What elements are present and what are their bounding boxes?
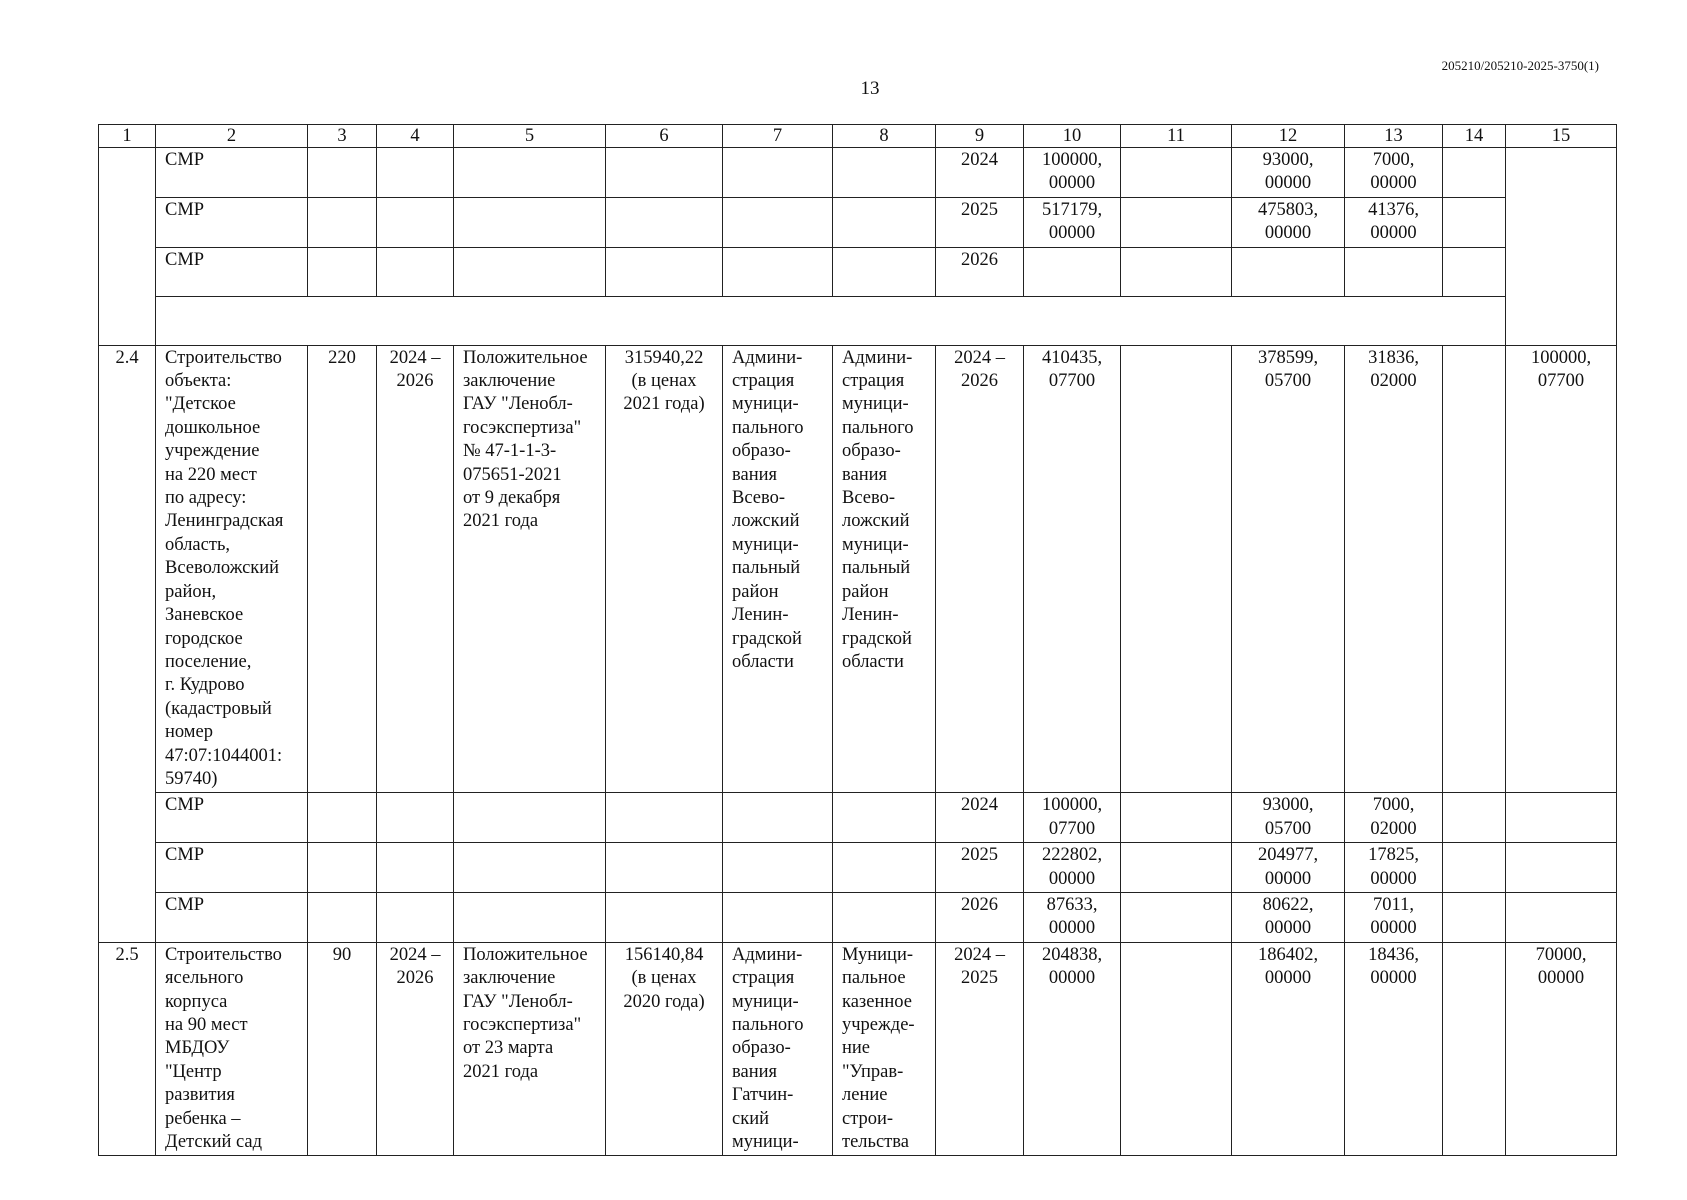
item-number-cell: [99, 148, 156, 346]
smr-year: 2024: [936, 793, 1024, 843]
smr-amount-regional: 80622, 00000: [1232, 892, 1345, 942]
column-header: 13: [1345, 125, 1443, 148]
expert-conclusion: Положительное заключение ГАУ "Ленобл- госэкспертиза" № 47-1-1-3- 075651-2021 от 9 декабря 2021 года: [454, 345, 606, 793]
item-number: 2.4: [99, 345, 156, 942]
object-name: Строительство ясельного корпуса на 90 мест МБДОУ "Центр развития ребенка – Детский сад: [156, 942, 308, 1156]
smr-amount-local: 17825, 00000: [1345, 843, 1443, 893]
column-header: 5: [454, 125, 606, 148]
customer: Админи- страция муници- пального образо- вания Всево- ложский муници- пальный район Ленин- градской области: [723, 345, 833, 793]
smr-label: СМР: [156, 843, 308, 893]
construction-period: 2024 – 2026: [377, 942, 454, 1156]
amount-total: 204838, 00000: [1024, 942, 1121, 1156]
column-header: 12: [1232, 125, 1345, 148]
builder: Админи- страция муници- пального образо- вания Всево- ложский муници- пальный район Ленин- градской области: [833, 345, 936, 793]
smr-amount-regional: 93000, 05700: [1232, 793, 1345, 843]
smr-amount-local: 41376, 00000: [1345, 197, 1443, 247]
table-row: [99, 843, 1617, 893]
smr-amount-total: 517179, 00000: [1024, 197, 1121, 247]
column-header: 2: [156, 125, 308, 148]
table-row: [99, 197, 1617, 247]
smr-amount-regional: 475803, 00000: [1232, 197, 1345, 247]
table-row: [99, 942, 1617, 1156]
amount-total: 410435, 07700: [1024, 345, 1121, 793]
column-header: 8: [833, 125, 936, 148]
column-header: 1: [99, 125, 156, 148]
smr-amount-total: 87633, 00000: [1024, 892, 1121, 942]
expert-conclusion: Положительное заключение ГАУ "Ленобл- госэкспертиза" от 23 марта 2021 года: [454, 942, 606, 1156]
header-row: [99, 125, 1617, 148]
smr-label: СМР: [156, 148, 308, 198]
financing-years: 2024 – 2026: [936, 345, 1024, 793]
smr-label: СМР: [156, 793, 308, 843]
smr-year: 2025: [936, 843, 1024, 893]
item-number: 2.5: [99, 942, 156, 1156]
customer: Админи- страция муници- пального образо- вания Гатчин- ский муници-: [723, 942, 833, 1156]
smr-amount-local: [1345, 247, 1443, 296]
smr-amount-total: 222802, 00000: [1024, 843, 1121, 893]
smr-year: 2024: [936, 148, 1024, 198]
document-id: 205210/205210-2025-3750(1): [1441, 58, 1599, 73]
column-header: 4: [377, 125, 454, 148]
smr-amount-regional: [1232, 247, 1345, 296]
smr-amount-total: 100000, 00000: [1024, 148, 1121, 198]
amount-column-15: 100000, 07700: [1506, 345, 1617, 793]
smr-amount-regional: 93000, 00000: [1232, 148, 1345, 198]
table-row: [99, 296, 1617, 345]
column-15-cell: [1506, 148, 1617, 346]
column-header: 14: [1443, 125, 1506, 148]
amount-regional: 186402, 00000: [1232, 942, 1345, 1156]
smr-year: 2026: [936, 892, 1024, 942]
column-header: 10: [1024, 125, 1121, 148]
construction-period: 2024 – 2026: [377, 345, 454, 793]
smr-amount-regional: 204977, 00000: [1232, 843, 1345, 893]
smr-amount-local: 7011, 00000: [1345, 892, 1443, 942]
object-name: Строительство объекта: "Детское дошкольное учреждение на 220 мест по адресу: Ленинградская область, Всеволожский район, Заневское городское поселение, г. Кудрово (кадастровый номер 47:07:1044001: 59740): [156, 345, 308, 793]
column-header: 11: [1121, 125, 1232, 148]
table-row: [99, 345, 1617, 793]
capacity: 220: [308, 345, 377, 793]
smr-label: СМР: [156, 247, 308, 296]
column-header: 6: [606, 125, 723, 148]
smr-year: 2025: [936, 197, 1024, 247]
amount-local: 18436, 00000: [1345, 942, 1443, 1156]
table-row: [99, 793, 1617, 843]
financing-years: 2024 – 2025: [936, 942, 1024, 1156]
table-row: [99, 247, 1617, 296]
capacity: 90: [308, 942, 377, 1156]
amount-regional: 378599, 05700: [1232, 345, 1345, 793]
smr-amount-total: [1024, 247, 1121, 296]
estimated-cost: 315940,22 (в ценах 2021 года): [606, 345, 723, 793]
amount-local: 31836, 02000: [1345, 345, 1443, 793]
estimated-cost: 156140,84 (в ценах 2020 года): [606, 942, 723, 1156]
smr-year: 2026: [936, 247, 1024, 296]
smr-label: СМР: [156, 892, 308, 942]
column-header: 7: [723, 125, 833, 148]
table-row: [99, 148, 1617, 198]
smr-amount-total: 100000, 07700: [1024, 793, 1121, 843]
column-header: 9: [936, 125, 1024, 148]
column-header: 3: [308, 125, 377, 148]
amount-column-15: 70000, 00000: [1506, 942, 1617, 1156]
page-number: 13: [860, 78, 880, 99]
budget-table: [98, 124, 1617, 1156]
builder: Муници- пальное казенное учрежде- ние "Управ- ление строи- тельства: [833, 942, 936, 1156]
smr-amount-local: 7000, 02000: [1345, 793, 1443, 843]
smr-label: СМР: [156, 197, 308, 247]
table-row: [99, 892, 1617, 942]
smr-amount-local: 7000, 00000: [1345, 148, 1443, 198]
column-header: 15: [1506, 125, 1617, 148]
